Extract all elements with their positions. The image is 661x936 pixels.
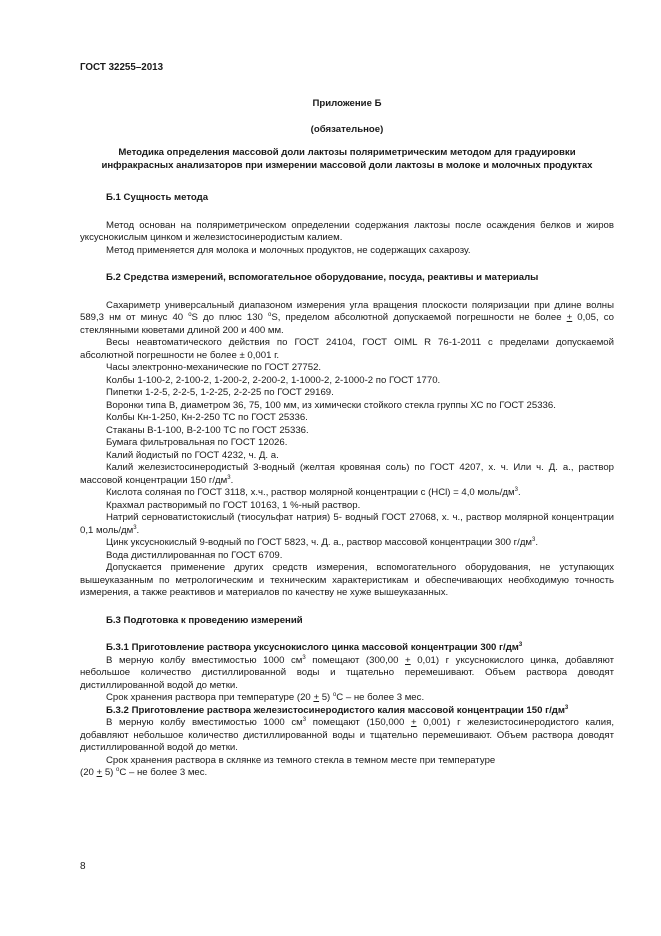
equipment-item: Стаканы В-1-100, В-2-100 ТС по ГОСТ 25336.: [106, 424, 309, 436]
text-run: Кислота соляная по ГОСТ 3118, х.ч., раствор молярной концентрации с (HCl) = 4,0 моль/дм: [106, 487, 515, 498]
section-b1-heading: Б.1 Сущность метода: [106, 192, 209, 203]
text-run: Срок хранения раствора при температуре (20: [106, 692, 314, 703]
appendix-status: (обязательное): [310, 123, 384, 135]
superscript: 3: [518, 642, 523, 648]
plus-minus-sign: +: [410, 717, 417, 728]
plus-minus-sign: +: [96, 767, 103, 778]
appendix-heading: Методика определения массовой доли лактозы поляриметрическим методом для градуировки инфракрасных анализаторов при измерении массовой доли лактозы в молоке и молочных продуктах: [101, 147, 593, 171]
text-run: В мерную колбу вместимостью 1000 см: [106, 654, 303, 666]
text-run: помещают (150,000: [306, 717, 411, 728]
b31-storage: [80, 692, 614, 705]
degree-mark: о: [188, 312, 192, 318]
superscript: 3: [564, 704, 569, 711]
subsection-b32-heading: [80, 705, 614, 718]
equipment-item: Колбы 1-100-2, 2-100-2, 1-200-2, 2-200-2, 1-1000-2, 2-1000-2 по ГОСТ 1770.: [106, 374, 441, 386]
text-run: S до плюс 130: [191, 312, 268, 323]
b32-paragraph: [80, 717, 614, 755]
text-run: .: [517, 487, 521, 498]
text-run: 0,01) г уксуснокислого цинка, добавляют небольшое количество дистиллированной воды и тщательно перемешивают. Объем раствора доводят дистиллированной водой до метки.: [80, 654, 614, 691]
b32-storage-cont: [80, 767, 614, 780]
equipment-item: Бумага фильтровальная по ГОСТ 12026.: [106, 437, 288, 448]
text-run: .: [136, 524, 140, 536]
plus-minus-sign: +: [405, 654, 411, 666]
b1-paragraph: Метод применяется для молока и молочных продуктов, не содержащих сахарозу.: [106, 244, 471, 256]
plus-minus-sign: +: [566, 312, 573, 323]
text-run: Калий железистосинеродистый 3-водный (желтая кровяная соль) по ГОСТ 4207, х. ч. Или ч. Д. а., раствор массовой концентрации 150 г/дм: [80, 462, 614, 486]
text-run: С – не более 3 мес.: [336, 692, 425, 703]
b1-paragraph: Метод основан на поляриметрическом определении содержания лактозы после осаждения белков и жиров уксуснокислым цинком и железистосинеродистым калием.: [80, 219, 614, 243]
superscript: 3: [514, 487, 518, 493]
text-run: Б.3.2 Приготовление раствора железистосинеродистого калия массовой концентрации 150 г/дм: [106, 704, 565, 716]
scales-paragraph: Весы неавтоматического действия по ГОСТ 24104, ГОСТ OIML R 76-1-2011 с пределами допускаемой абсолютной погрешности не более ± 0,001 г.: [80, 337, 614, 361]
superscript: 3: [227, 474, 231, 481]
document-number: ГОСТ 32255–2013: [80, 62, 164, 73]
text-run: Натрий серноватистокислый (тиосульфат натрия) 5- водный ГОСТ 27068, х. ч., раствор молярной концентрации 0,1 моль/дм: [80, 512, 614, 536]
text-run: 0,001) г железистосинеродистого калия, добавляют небольшое количество дистиллированной воды и тщательно перемешивают. Объем раствора доводят дистиллированной водой до метки.: [80, 717, 614, 753]
text-run: Б.3.1 Приготовление раствора уксуснокислого цинка массовой концентрации 300 г/дм: [106, 642, 519, 653]
degree-mark: о: [116, 767, 120, 773]
equipment-item: Крахмал растворимый по ГОСТ 10163, 1 %-ный раствор.: [106, 499, 361, 511]
text-run: .: [230, 474, 234, 486]
equipment-item: Калий йодистый по ГОСТ 4232, ч. Д. а.: [106, 449, 279, 461]
equipment-item: [80, 462, 614, 487]
equipment-item: [80, 487, 614, 500]
superscript: 3: [133, 524, 137, 531]
text-run: 5): [319, 692, 333, 703]
equipment-item: Воронки типа В, диаметром 36, 75, 100 мм, из химически стойкого стекла группы ХС по ГОСТ 25336.: [106, 399, 556, 411]
text-run: 0,05, со стеклянными кюветами длиной 200 и 400 мм.: [80, 312, 614, 336]
saccharimeter-paragraph: [80, 300, 614, 338]
equipment-item: [80, 537, 614, 550]
text-run: S, пределом абсолютной допускаемой погрешности не более: [271, 312, 567, 323]
page-content: [80, 98, 614, 780]
equipment-item: [80, 512, 614, 537]
degree-mark: о: [267, 312, 272, 318]
text-run: Цинк уксуснокислый 9-водный по ГОСТ 5823, ч. Д. а., раствор массовой концентрации 300 г/дм: [106, 537, 533, 548]
b31-paragraph: [80, 655, 614, 693]
equipment-item: Пипетки 1-2-5, 2-2-5, 1-2-25, 2-2-25 по ГОСТ 29169.: [106, 387, 334, 398]
text-run: В мерную колбу вместимостью 1000 см: [106, 717, 303, 728]
text-run: С – не более 3 мес.: [119, 767, 208, 778]
section-b3-heading: Б.3 Подготовка к проведению измерений: [106, 614, 303, 626]
equipment-item: Колбы Кн-1-250, Кн-2-250 ТС по ГОСТ 25336.: [106, 412, 308, 423]
superscript: 3: [532, 537, 536, 543]
substitution-paragraph: Допускается применение других средств измерения, вспомогательного оборудования, не уступающих вышеуказанным по метрологическим и техническим характеристикам и обеспечивающих необходимую точность измерения, а также реактивов и материалов по качеству не хуже вышеуказанных.: [80, 562, 614, 598]
text-run: (20: [80, 767, 97, 778]
text-run: .: [535, 537, 539, 548]
text-run: 5): [102, 767, 117, 778]
superscript: 3: [302, 654, 306, 661]
b32-storage: Срок хранения раствора в склянке из темного стекла в темном месте при температуре: [106, 754, 496, 766]
appendix-title: Приложение Б: [312, 98, 382, 109]
page-number: 8: [80, 861, 86, 872]
equipment-item: Вода дистиллированная по ГОСТ 6709.: [106, 549, 283, 561]
section-b2-heading: Б.2 Средства измерений, вспомогательное оборудование, посуда, реактивы и материалы: [106, 272, 539, 283]
superscript: 3: [302, 717, 307, 723]
text-run: помещают (300,00: [305, 654, 406, 666]
plus-minus-sign: +: [313, 692, 320, 703]
degree-mark: о: [332, 692, 337, 698]
text-run: Сахариметр универсальный диапазоном измерения угла вращения плоскости поляризации при длине волны 589,3 нм от минус 40: [80, 299, 614, 323]
equipment-item: Часы электронно-механические по ГОСТ 27752.: [106, 362, 322, 373]
subsection-b31-heading: [106, 642, 614, 655]
